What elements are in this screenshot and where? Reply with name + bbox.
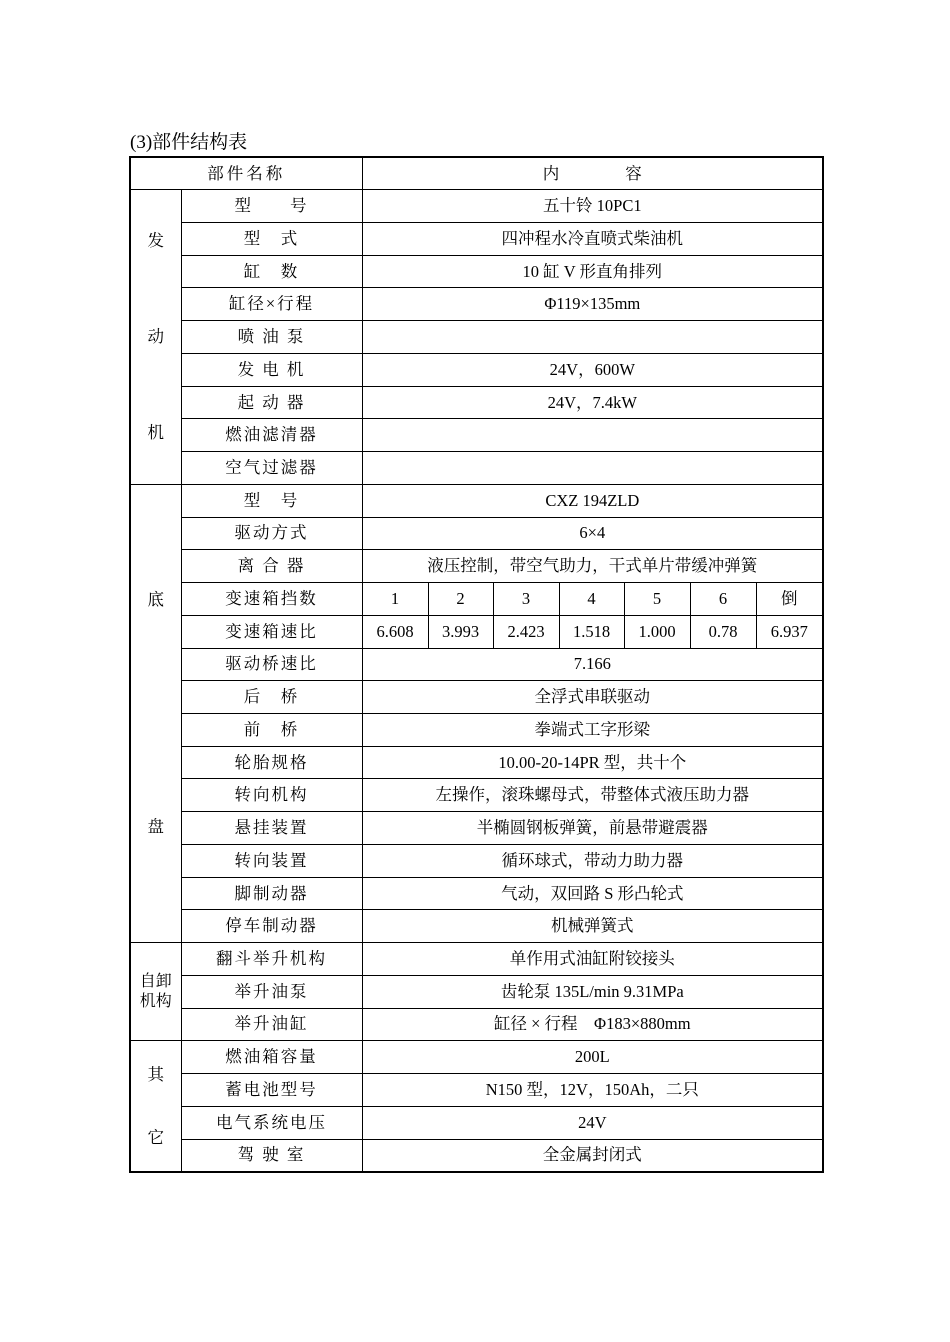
table-row: [130, 877, 823, 910]
category-chassis: [130, 484, 181, 942]
category-char: 机构: [139, 992, 172, 1010]
row-value: 24V: [362, 1106, 823, 1139]
row-value: 全浮式串联驱动: [362, 681, 823, 714]
table-row: [130, 353, 823, 386]
header-part-name: 部件名称: [130, 157, 362, 190]
table-row: [130, 615, 823, 648]
table-row: [130, 288, 823, 321]
table-row: [130, 975, 823, 1008]
gear-number: 2: [428, 583, 493, 616]
gear-number: 4: [559, 583, 624, 616]
table-row: [130, 321, 823, 354]
row-value: N150 型，12V，150Ah，二只: [362, 1074, 823, 1107]
category-char: 动: [147, 327, 164, 347]
table-row: [130, 910, 823, 943]
row-value: 循环球式，带动力助力器: [362, 844, 823, 877]
table-row: [130, 812, 823, 845]
component-structure-table: [129, 156, 824, 1173]
category-engine: [130, 190, 181, 485]
row-value: [362, 419, 823, 452]
table-row: [130, 222, 823, 255]
section-title: (3)部件结构表: [130, 132, 248, 153]
row-label: 前 桥: [181, 713, 362, 746]
row-value: 7.166: [362, 648, 823, 681]
row-value: CXZ 194ZLD: [362, 484, 823, 517]
table-row: [130, 713, 823, 746]
row-label: 停车制动器: [181, 910, 362, 943]
category-other: [130, 1041, 181, 1172]
table-row: [130, 1041, 823, 1074]
row-label: 空气过滤器: [181, 452, 362, 485]
table-row: [130, 157, 823, 190]
table-row: [130, 1139, 823, 1172]
row-label: 变速箱挡数: [181, 583, 362, 616]
row-value: 半椭圆钢板弹簧，前悬带避震器: [362, 812, 823, 845]
table-row: [130, 844, 823, 877]
gear-ratio: 6.608: [362, 615, 428, 648]
gear-ratio: 2.423: [493, 615, 559, 648]
row-label: 蓄电池型号: [181, 1074, 362, 1107]
row-label: 离 合 器: [181, 550, 362, 583]
gear-number: 6: [690, 583, 756, 616]
row-value: 单作用式油缸附铰接头: [362, 943, 823, 976]
row-value: 10.00-20-14PR 型，共十个: [362, 746, 823, 779]
row-label: 燃油滤清器: [181, 419, 362, 452]
row-label: 驾 驶 室: [181, 1139, 362, 1172]
row-value: 200L: [362, 1041, 823, 1074]
row-value: [362, 452, 823, 485]
gear-ratio: 3.993: [428, 615, 493, 648]
row-value: 机械弹簧式: [362, 910, 823, 943]
table-row: [130, 386, 823, 419]
row-value: 缸径 × 行程 Φ183×880mm: [362, 1008, 823, 1041]
row-label: 燃油箱容量: [181, 1041, 362, 1074]
table-row: [130, 648, 823, 681]
row-value: 24V，7.4kW: [362, 386, 823, 419]
row-label: 喷 油 泵: [181, 321, 362, 354]
row-label: 举升油泵: [181, 975, 362, 1008]
table-row: [130, 1106, 823, 1139]
row-label: 缸径×行程: [181, 288, 362, 321]
gear-ratio: 6.937: [756, 615, 823, 648]
row-value: 拳端式工字形梁: [362, 713, 823, 746]
gear-number: 倒: [756, 583, 823, 616]
row-label: 翻斗举升机构: [181, 943, 362, 976]
row-label: 缸 数: [181, 255, 362, 288]
row-value: 齿轮泵 135L/min 9.31MPa: [362, 975, 823, 1008]
table-row: [130, 550, 823, 583]
category-char: 它: [147, 1127, 164, 1147]
gear-ratio: 1.000: [624, 615, 690, 648]
category-char: 发: [147, 230, 164, 250]
row-value: 液压控制，带空气助力，干式单片带缓冲弹簧: [362, 550, 823, 583]
row-label: 举升油缸: [181, 1008, 362, 1041]
row-value: 全金属封闭式: [362, 1139, 823, 1172]
table-row: [130, 255, 823, 288]
gear-number: 1: [362, 583, 428, 616]
category-char: 其: [147, 1064, 164, 1084]
row-value: 五十铃 10PC1: [362, 190, 823, 223]
row-value: [362, 321, 823, 354]
row-label: 脚制动器: [181, 877, 362, 910]
gear-ratio: 1.518: [559, 615, 624, 648]
row-value: 气动，双回路 S 形凸轮式: [362, 877, 823, 910]
row-label: 型 式: [181, 222, 362, 255]
table-row: [130, 452, 823, 485]
table-row: [130, 583, 823, 616]
table-row: [130, 190, 823, 223]
category-char: 盘: [147, 816, 164, 836]
row-value: 四冲程水冷直喷式柴油机: [362, 222, 823, 255]
row-label: 悬挂装置: [181, 812, 362, 845]
table-row: [130, 419, 823, 452]
category-char: 自卸: [139, 972, 172, 990]
row-label: 发 电 机: [181, 353, 362, 386]
row-label: 后 桥: [181, 681, 362, 714]
row-value: 左操作，滚珠螺母式，带整体式液压助力器: [362, 779, 823, 812]
table-row: [130, 681, 823, 714]
row-label: 变速箱速比: [181, 615, 362, 648]
row-value: 24V，600W: [362, 353, 823, 386]
gear-number: 5: [624, 583, 690, 616]
row-label: 驱动桥速比: [181, 648, 362, 681]
row-label: 电气系统电压: [181, 1106, 362, 1139]
table-row: [130, 484, 823, 517]
row-value: 6×4: [362, 517, 823, 550]
table-row: [130, 943, 823, 976]
category-dump: [130, 943, 181, 1041]
table-row: [130, 517, 823, 550]
row-label: 轮胎规格: [181, 746, 362, 779]
table-row: [130, 779, 823, 812]
row-value: 10 缸 V 形直角排列: [362, 255, 823, 288]
gear-ratio: 0.78: [690, 615, 756, 648]
row-label: 转向机构: [181, 779, 362, 812]
table-row: [130, 746, 823, 779]
row-value: Φ119×135mm: [362, 288, 823, 321]
row-label: 转向装置: [181, 844, 362, 877]
row-label: 起 动 器: [181, 386, 362, 419]
header-content: 内 容: [362, 157, 823, 190]
category-char: 机: [147, 423, 164, 443]
row-label: 驱动方式: [181, 517, 362, 550]
category-char: 底: [147, 590, 164, 610]
gear-number: 3: [493, 583, 559, 616]
row-label: 型 号: [181, 190, 362, 223]
table-row: [130, 1074, 823, 1107]
table-row: [130, 1008, 823, 1041]
row-label: 型 号: [181, 484, 362, 517]
